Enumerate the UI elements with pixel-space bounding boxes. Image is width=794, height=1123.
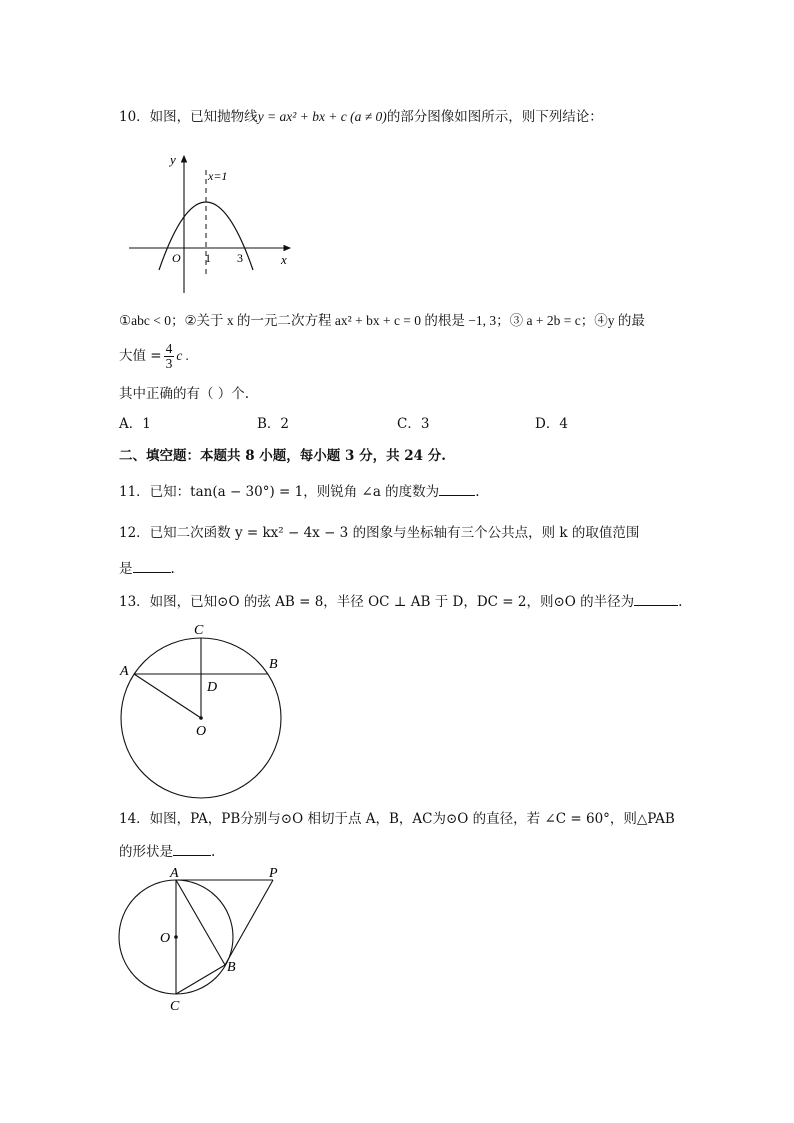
label-b: B [269, 657, 278, 672]
label-c: C [194, 623, 204, 638]
label-c-2: C [170, 999, 180, 1014]
q12-line2 [119, 558, 175, 579]
q10-option-d: D．4 [535, 416, 568, 432]
q10-option-c: C．3 [397, 416, 430, 432]
q10-prefix: 10．如图，已知抛物线 [119, 109, 258, 125]
q11-text: 11．已知：tan(a − 30°) = 1，则锐角 ∠a 的度数为 [119, 484, 440, 500]
q10-max-prefix: 大值 = [119, 348, 162, 364]
q12-line1: 12．已知二次函数 y = kx² − 4x − 3 的图象与坐标轴有三个公共点，则 k 的取值范围 [119, 525, 640, 541]
x-axis-label: x [281, 252, 287, 267]
q10-max-suffix: c . [176, 348, 190, 363]
tick-1-label: 1 [205, 251, 211, 265]
tangent-pb [225, 880, 273, 965]
q12-line2-text: 是 [119, 561, 133, 577]
q14-answer-blank [173, 841, 211, 856]
q11-answer-blank [439, 481, 475, 496]
tangent-figure [110, 860, 295, 1015]
label-o-2: O [160, 931, 171, 946]
q12-answer-blank [133, 558, 171, 573]
q14-line2-text: 的形状是 [119, 844, 173, 860]
q10-option-a: A．1 [119, 416, 151, 432]
segment-oa [134, 674, 201, 718]
q11-end: . [475, 484, 480, 500]
q14-end: . [211, 844, 216, 860]
q10-statements-line2 [119, 342, 189, 371]
label-p: P [269, 866, 278, 881]
symmetry-axis-label: x=1 [208, 169, 228, 183]
label-a-2: A [170, 866, 179, 881]
label-a: A [120, 664, 129, 679]
circle-chord-figure [110, 617, 295, 807]
q13-end: . [678, 594, 683, 610]
section-2-heading: 二、填空题：本题共 8 小题，每小题 3 分，共 24 分. [119, 448, 446, 464]
y-axis-label: y [170, 152, 176, 167]
label-o: O [196, 724, 207, 739]
q10-formula: y = ax² + bx + c (a ≠ 0) [257, 109, 387, 124]
label-d: D [207, 680, 218, 695]
q12-end: . [170, 561, 175, 577]
q13-answer-blank [634, 591, 678, 606]
q10-stem [119, 107, 603, 127]
q11 [119, 481, 479, 502]
parabola-graph [125, 148, 300, 298]
q14-line2 [119, 841, 215, 862]
tick-3-label: 3 [237, 251, 243, 265]
label-b-2: B [227, 960, 236, 975]
q13 [119, 591, 682, 612]
center-point-2 [174, 935, 178, 939]
segment-ab [176, 880, 225, 965]
center-point [199, 716, 203, 720]
q10-option-b: B．2 [257, 416, 290, 432]
q10-question: 其中正确的有（ ）个. [119, 386, 250, 402]
segment-bc [176, 965, 225, 994]
fraction-denominator: 3 [165, 356, 173, 371]
q13-text: 13．如图，已知⊙O 的弦 AB = 8，半径 OC ⊥ AB 于 D，DC = 2，则⊙O 的半径为 [119, 594, 635, 610]
q10-suffix: 的部分图像如图所示，则下列结论： [386, 109, 603, 125]
q10-statements-line1: ①abc < 0；②关于 x 的一元二次方程 ax² + bx + c = 0 的根是 −1, 3；③ a + 2b = c；④y 的最 [119, 313, 645, 328]
q14-line1: 14．如图，PA，PB分别与⊙O 相切于点 A，B，AC为⊙O 的直径，若 ∠C = 60°，则△PAB [119, 811, 675, 827]
fraction-four-thirds [164, 342, 175, 371]
fraction-numerator: 4 [165, 341, 173, 356]
origin-label: O [172, 251, 181, 265]
